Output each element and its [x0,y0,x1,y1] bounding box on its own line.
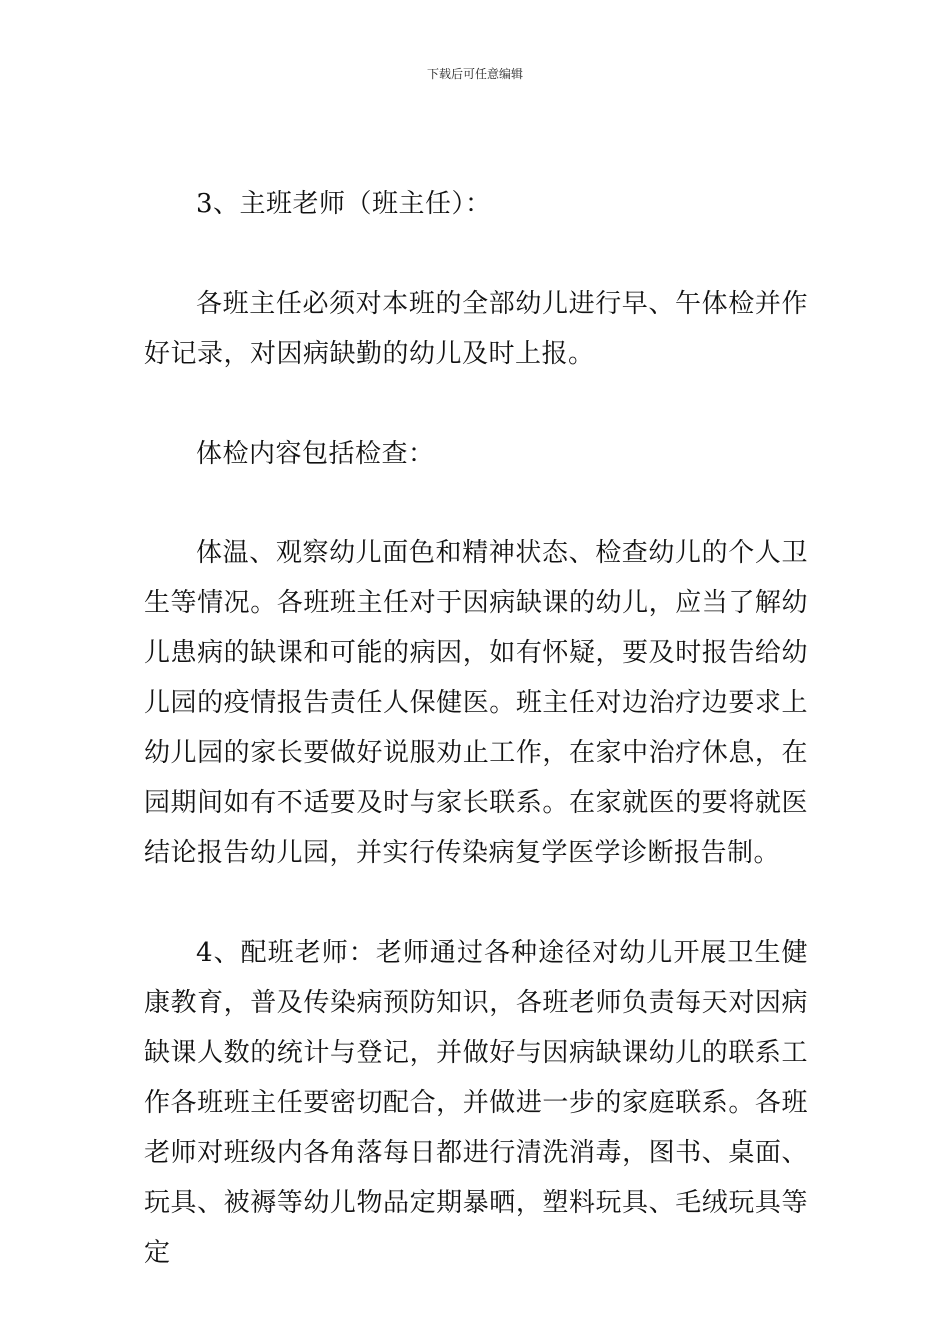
body-paragraph-block [144,279,808,379]
page-header-note: 下载后可任意编辑 [426,67,523,81]
body-paragraph-block [144,528,808,878]
section-heading-head-teacher [144,179,808,229]
paragraph-4: 体温、观察幼儿面色和精神状态、检查幼儿的个人卫生等情况。各班班主任对于因病缺课的幼儿，应当了解幼儿患病的缺课和可能的病因，如有怀疑，要及时报告给幼儿园的疫情报告责任人保健医。班主任对边治疗边要求上幼儿园的家长要做好说服劝止工作，在家中治疗休息，在园期间如有不适要及时与家长联系。在家就医的要将就医结论报告幼儿园，并实行传染病复学医学诊断报告制。 [144,538,808,868]
paragraph-5: 4、配班老师：老师通过各种途径对幼儿开展卫生健康教育，普及传染病预防知识，各班老师负责每天对因病缺课人数的统计与登记，并做好与因病缺课幼儿的联系工作各班班主任要密切配合，并做进一步的家庭联系。各班老师对班级内各角落每日都进行清洗消毒，图书、桌面、玩具、被褥等幼儿物品定期暴晒，塑料玩具、毛绒玩具等定 [144,938,808,1268]
paragraph-1: 3、主班老师（班主任）： [196,189,492,219]
body-paragraph-block [144,429,808,479]
paragraph-3: 体检内容包括检查： [196,439,435,469]
body-paragraph-block [144,928,808,1278]
paragraph-2: 各班主任必须对本班的全部幼儿进行早、午体检并作好记录，对因病缺勤的幼儿及时上报。 [144,289,808,369]
